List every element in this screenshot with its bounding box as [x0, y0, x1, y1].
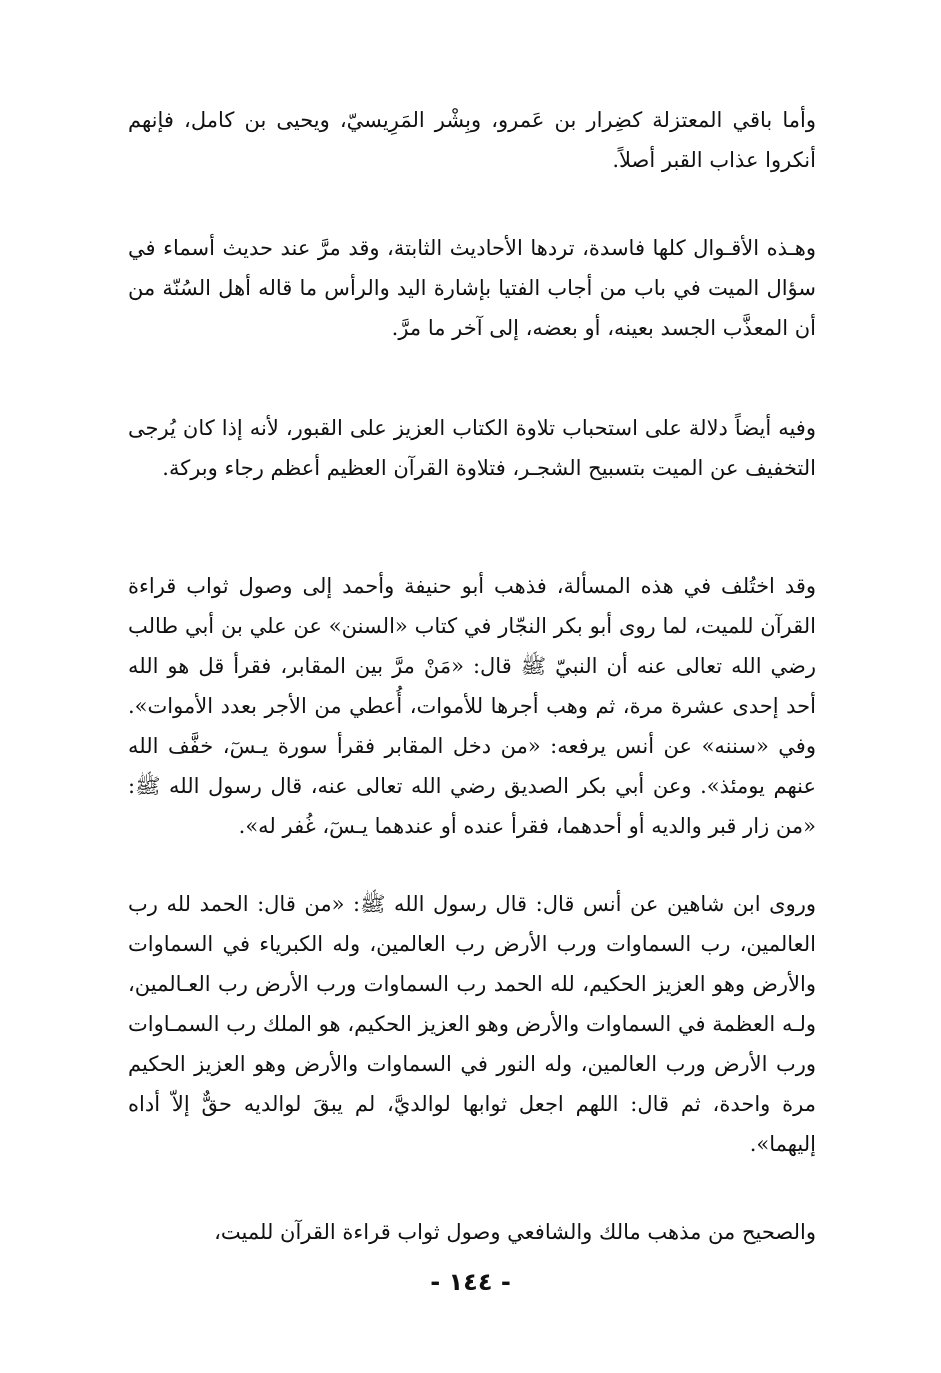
paragraph-recitation-graves: وفيه أيضاً دلالة على استحباب تلاوة الكتاب العزيز على القبور، لأنه إذا كان يُرجى التخفيف عن الميت بتسبيح الشجـر، فتلاوة القرآن العظيم أعظم رجاء وبركة. — [128, 416, 816, 480]
paragraph-ibn-shahin: وروى ابن شاهين عن أنس قال: قال رسول الله ﷺ: «من قال: الحمد لله رب العالمين، رب السماوات ورب الأرض رب العالمين، وله الكبرياء في السماوات والأرض وهو العزيز الحكيم، لله الحمد رب السماوات ورب الأرض رب العـالمين، ولـه العظمة في السماوات والأرض وهو العزيز الحكيم، هو الملك رب السمـاوات ورب الأرض ورب العالمين، وله النور في السماوات والأرض وهو العزيز الحكيم مرة واحدة، ثم قال: اللهم اجعل ثوابها لوالديَّ، لم يبقَ لوالديه حقٌّ إلاّ أداه إليهما». — [128, 892, 817, 1156]
paragraph-sayings-invalid: وهـذه الأقـوال كلها فاسدة، تردها الأحاديث الثابتة، وقد مرَّ عند حديث أسماء في سؤال الميت في باب من أجاب الفتيا بإشارة اليد والرأس ما قاله أهل السُنّة من أن المعذَّب الجسد بعينه، أو بعضه، إلى آخر ما مرَّ. — [128, 236, 816, 340]
paragraph-mutazila: وأما باقي المعتزلة كضِرار بن عَمرو، وبِشْر المَرِيسيّ، ويحيى بن كامل، فإنهم أنكروا عذاب القبر أصلاً. — [128, 108, 816, 172]
page-number: - ١٤٤ - — [430, 1268, 511, 1296]
paragraph-disagreement: وقد اختُلف في هذه المسألة، فذهب أبو حنيفة وأحمد إلى وصول ثواب قراءة القرآن للميت، لما روى أبو بكر النجّار في كتاب «السنن» عن علي بن أبي طالب رضي الله تعالى عنه أن النبيّ ﷺ قال: «مَنْ مرَّ بين المقابر، فقرأ قل هو الله أحد إحدى عشرة مرة، ثم وهب أجرها للأموات، أُعطي من الأجر بعدد الأموات». وفي «سننه» عن أنس يرفعه: «من دخل المقابر فقرأ سورة يـسٓ، خفَّف الله عنهم يومئذ». وعن أبي بكر الصديق رضي الله تعالى عنه، قال رسول الله ﷺ: «من زار قبر والديه أو أحدهما، فقرأ عنده أو عندهما يـسٓ، غُفر له». — [128, 574, 816, 838]
paragraph-correct-view: والصحيح من مذهب مالك والشافعي وصول ثواب قراءة القرآن للميت، — [214, 1220, 816, 1244]
